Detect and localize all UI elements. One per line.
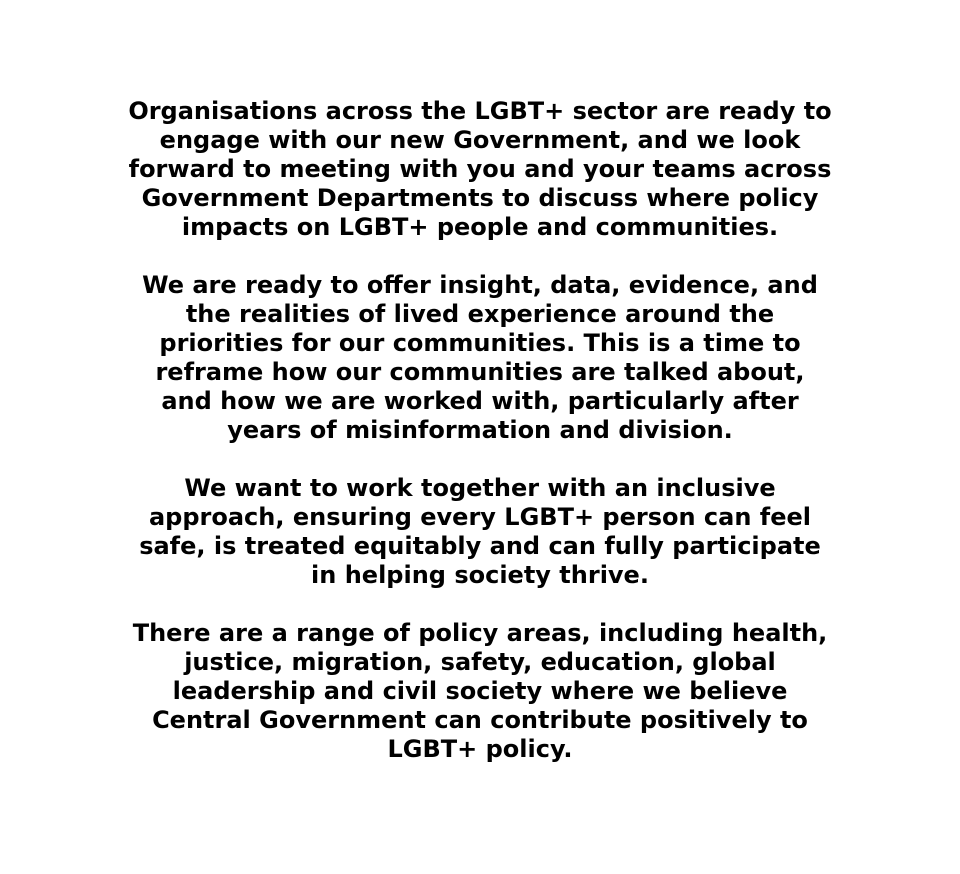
text-line: impacts on LGBT+ people and communities. (181, 213, 779, 241)
text-line: We want to work together with an inclusive (184, 474, 776, 502)
paragraph-policy-areas (80, 619, 880, 764)
text-line: Government Departments to discuss where policy (141, 184, 819, 212)
text-line: We are ready to offer insight, data, evidence, and (142, 271, 818, 299)
text-line: leadership and civil society where we believe (172, 677, 788, 705)
text-line: years of misinformation and division. (227, 416, 733, 444)
text-line: and how we are worked with, particularly after (161, 387, 799, 415)
text-line: Organisations across the LGBT+ sector are ready to (128, 97, 832, 125)
paragraph-engage (80, 97, 880, 242)
text-line: in helping society thrive. (311, 561, 649, 589)
text-line: priorities for our communities. This is a time to (159, 329, 801, 357)
text-line: engage with our new Government, and we look (159, 126, 801, 154)
text-line: LGBT+ policy. (387, 735, 573, 763)
statement-text (0, 97, 960, 764)
text-line: Central Government can contribute positively to (152, 706, 808, 734)
text-line: the realities of lived experience around the (185, 300, 775, 328)
text-line: There are a range of policy areas, including health, (132, 619, 828, 647)
paragraph-together (80, 474, 880, 590)
text-line: justice, migration, safety, education, global (184, 648, 776, 676)
text-line: safe, is treated equitably and can fully participate (139, 532, 821, 560)
text-line: forward to meeting with you and your teams across (128, 155, 832, 183)
text-line: approach, ensuring every LGBT+ person can feel (148, 503, 812, 531)
paragraph-insight (80, 271, 880, 445)
text-line: reframe how our communities are talked about, (155, 358, 805, 386)
